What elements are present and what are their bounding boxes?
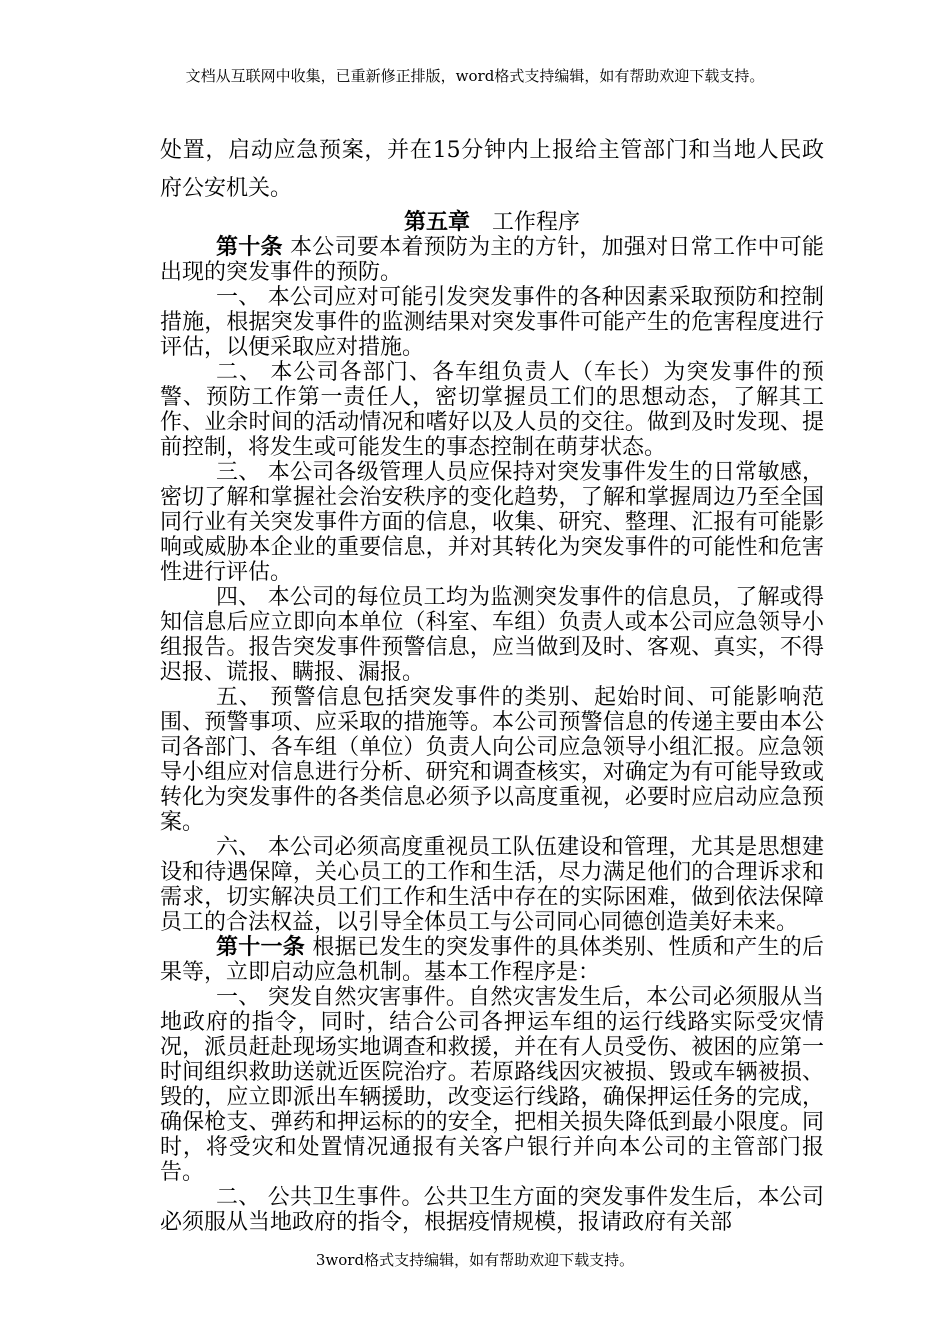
article-10-text: 本公司要本着预防为主的方针，加强对日常工作中可能出现的突发事件的预防。 bbox=[160, 235, 824, 285]
article-11-text: 根据已发生的突发事件的具体类别、性质和产生的后果等，立即启动应急机制。基本工作程序是： bbox=[160, 935, 824, 985]
article-11-paragraph bbox=[160, 935, 824, 985]
continued-paragraph: 处置，启动应急预案，并在15分钟内上报给主管部门和当地人民政府公安机关。 bbox=[160, 138, 824, 201]
article-10-label: 第十条 bbox=[216, 234, 283, 260]
article-10-item: 四、 本公司的每位员工均为监测突发事件的信息员，了解或得知信息后应立即向本单位（科室、车组）负责人或本公司应急领导小组报告。报告突发事件预警信息，应当做到及时、客观、真实，不得迟报、谎报、瞒报、漏报。 bbox=[160, 585, 824, 685]
article-11-label: 第十一条 bbox=[216, 934, 306, 960]
page-header-note: 文档从互联网中收集，已重新修正排版，word格式支持编辑，如有帮助欢迎下载支持。 bbox=[185, 67, 765, 85]
document-body bbox=[160, 132, 824, 1235]
article-10-item: 一、 本公司应对可能引发突发事件的各种因素采取预防和控制措施，根据突发事件的监测结果对突发事件可能产生的危害程度进行评估，以便采取应对措施。 bbox=[160, 285, 824, 360]
chapter-title: 工作程序 bbox=[492, 210, 581, 235]
chapter-heading bbox=[160, 210, 824, 235]
page-footer-note: 3word格式支持编辑，如有帮助欢迎下载支持。 bbox=[315, 1251, 635, 1269]
chapter-number: 第五章 bbox=[403, 209, 470, 235]
article-10-item: 三、 本公司各级管理人员应保持对突发事件发生的日常敏感，密切了解和掌握社会治安秩序的变化趋势，了解和掌握周边乃至全国同行业有关突发事件方面的信息，收集、研究、整理、汇报有可能影响或威胁本企业的重要信息，并对其转化为突发事件的可能性和危害性进行评估。 bbox=[160, 460, 824, 585]
article-11-item: 一、 突发自然灾害事件。自然灾害发生后，本公司必须服从当地政府的指令，同时，结合公司各押运车组的运行线路实际受灾情况，派员赶赴现场实地调查和救援，并在有人员受伤、被困的应第一时间组织救助送就近医院治疗。若原路线因灾被损、毁或车辆被损、毁的，应立即派出车辆援助，改变运行线路，确保押运任务的完成，确保枪支、弹药和押运标的的安全，把相关损失降低到最小限度。同时，将受灾和处置情况通报有关客户银行并向本公司的主管部门报告。 bbox=[160, 985, 824, 1185]
article-10-item: 二、 本公司各部门、各车组负责人（车长）为突发事件的预警、预防工作第一责任人，密切掌握员工们的思想动态，了解其工作、业余时间的活动情况和嗜好以及人员的交往。做到及时发现、提前控制，将发生或可能发生的事态控制在萌芽状态。 bbox=[160, 360, 824, 460]
article-10-item: 五、 预警信息包括突发事件的类别、起始时间、可能影响范围、预警事项、应采取的措施等。本公司预警信息的传递主要由本公司各部门、各车组（单位）负责人向公司应急领导小组汇报。应急领导小组应对信息进行分析、研究和调查核实，对确定为有可能导致或转化为突发事件的各类信息必须予以高度重视，必要时应启动应急预案。 bbox=[160, 685, 824, 835]
article-10-paragraph bbox=[160, 235, 824, 285]
article-11-item: 二、 公共卫生事件。公共卫生方面的突发事件发生后，本公司必须服从当地政府的指令，根据疫情规模，报请政府有关部 bbox=[160, 1185, 824, 1235]
article-10-item: 六、 本公司必须高度重视员工队伍建设和管理，尤其是思想建设和待遇保障，关心员工的工作和生活，尽力满足他们的合理诉求和需求，切实解决员工们工作和生活中存在的实际困难，做到依法保障员工的合法权益，以引导全体员工与公司同心同德创造美好未来。 bbox=[160, 835, 824, 935]
